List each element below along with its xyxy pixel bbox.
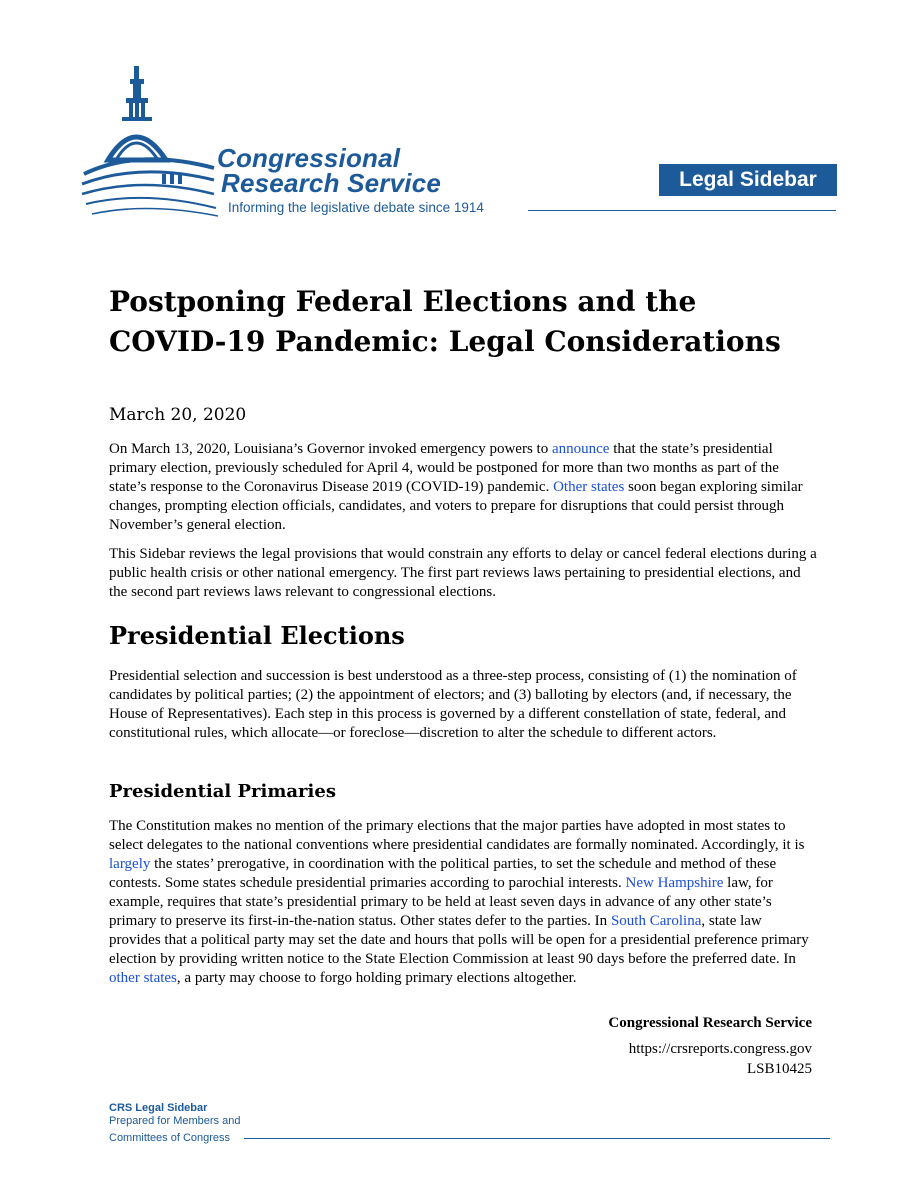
legal-sidebar-badge: Legal Sidebar xyxy=(659,164,837,196)
overview-paragraph: This Sidebar reviews the legal provisions that would constrain any efforts to delay or cancel federal elections during a public health crisis or other national emergency. The first part reviews laws pertaining to presidential elections, and the second part reviews laws relevant to congressional elections. xyxy=(109,546,817,600)
crs-url[interactable]: https://crsreports.congress.gov xyxy=(628,1041,812,1057)
intro-paragraph xyxy=(109,440,817,535)
largely-link[interactable]: largely xyxy=(109,856,151,872)
crs-org-label: Congressional Research Service xyxy=(608,1015,812,1031)
org-name-line1: Congressional xyxy=(217,143,401,173)
section-heading-presidential-primaries: Presidential Primaries xyxy=(109,781,336,802)
other-states-link-2[interactable]: other states xyxy=(109,970,177,986)
footer-rule xyxy=(244,1138,830,1139)
org-tagline: Informing the legislative debate since 1914 xyxy=(228,200,484,215)
footer-prepared-for: Prepared for Members and xyxy=(109,1115,241,1127)
text-segment: On March 13, 2020, Louisiana’s Governor invoked emergency powers to xyxy=(109,441,552,457)
other-states-link[interactable]: Other states xyxy=(553,479,625,495)
text-segment: law, for example, requires that state’s presidential primary to be held at least seven days in advance of any other state’s primary to preserve its first-in-the-nation status. Other states defer to the parties. In xyxy=(109,875,773,929)
text-segment: that the state’s presidential primary election, previously scheduled for April 4, would be postponed for more than two months as part of the state’s response to the Coronavirus Disease 2019 (COVID-19) pandemic. xyxy=(109,441,779,495)
new-hampshire-link[interactable]: New Hampshire xyxy=(625,875,724,891)
text-segment: , a party may choose to forgo holding primary elections altogether. xyxy=(176,970,577,986)
text-segment: , state law provides that a political party may set the date and hours that polls will be open for a presidential preference primary election by providing written notice to the State Election Commission at least 90 days before the preferred date. In xyxy=(109,913,809,967)
south-carolina-link[interactable]: South Carolina xyxy=(610,913,702,929)
report-code: LSB10425 xyxy=(746,1061,812,1077)
page-title: Postponing Federal Elections and the COVID-19 Pandemic: Legal Considerations xyxy=(109,285,781,358)
tagline-rule xyxy=(528,210,836,211)
presidential-primaries-paragraph xyxy=(109,817,817,988)
org-name-line2: Research Service xyxy=(221,168,442,198)
publication-date: March 20, 2020 xyxy=(109,405,247,425)
section-heading-presidential-elections: Presidential Elections xyxy=(109,621,405,650)
footer-committees: Committees of Congress xyxy=(109,1132,231,1144)
capitol-dome-logo xyxy=(78,62,218,218)
footer-series-label: CRS Legal Sidebar xyxy=(109,1102,208,1114)
text-segment: The Constitution makes no mention of the primary elections that the major parties have adopted in most states to select delegates to the national conventions where presidential candidates are formally nominated. Accordingly, it is xyxy=(109,818,805,853)
text-segment: the states’ prerogative, in coordination with the political parties, to set the schedule and method of these contests. Some states schedule presidential primaries according to parochial interests. xyxy=(109,856,777,891)
presidential-elections-paragraph: Presidential selection and succession is best understood as a three-step process, consisting of (1) the nomination of candidates by political parties; (2) the appointment of electors; and (3) balloting by electors (and, if necessary, the House of Representatives). Each step in this process is governed by a different constellation of state, federal, and constitutional rules, which allocate—or foreclose—discretion to alter the schedule to different actors. xyxy=(109,668,797,741)
announce-link[interactable]: announce xyxy=(551,441,610,457)
text-segment: soon began exploring similar changes, prompting election officials, candidates, and voters to prepare for disruptions that could persist through November’s general election. xyxy=(109,479,803,533)
